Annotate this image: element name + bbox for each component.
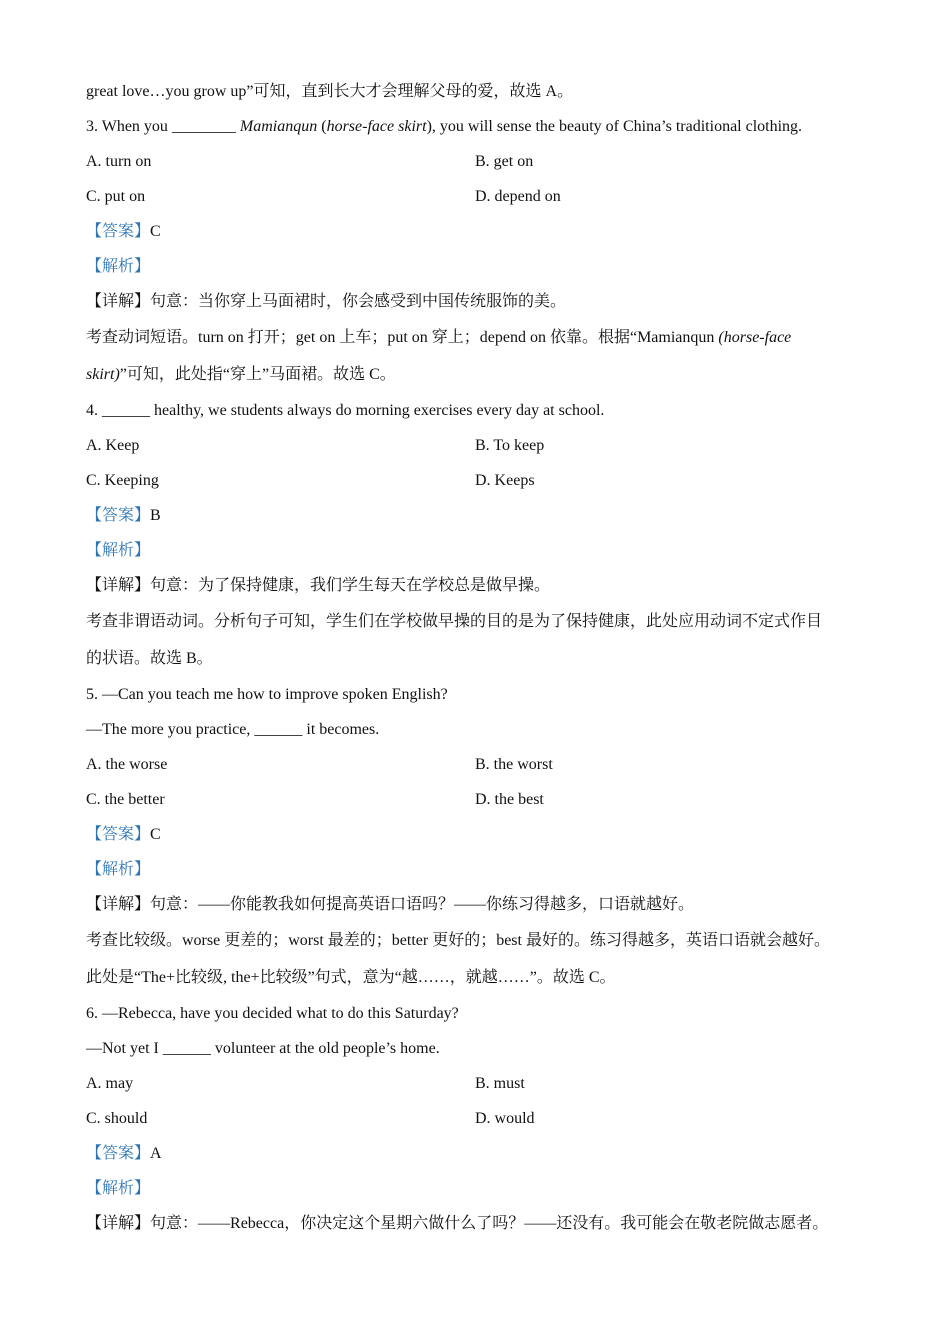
question-6-options-row1 bbox=[86, 1066, 864, 1101]
option-c: C. Keeping bbox=[86, 472, 159, 489]
answer-line bbox=[86, 1136, 864, 1171]
option-c: C. the better bbox=[86, 791, 165, 808]
option-d: D. Keeps bbox=[475, 472, 535, 489]
analysis-tag: 【解析】 bbox=[86, 861, 151, 878]
answer-line bbox=[86, 498, 864, 533]
explanation-text: 考查动词短语。turn on 打开；get on 上车；put on 穿上；depend on 依靠。根据“Mamianqun bbox=[86, 329, 719, 346]
analysis-line bbox=[86, 1171, 864, 1206]
option-c: C. put on bbox=[86, 188, 146, 205]
question-3-options-row1 bbox=[86, 144, 864, 179]
q3-stem-italic: horse-face skirt bbox=[326, 118, 427, 135]
question-5-options-row2 bbox=[86, 782, 864, 817]
detail-line bbox=[86, 887, 864, 922]
document-page bbox=[86, 74, 864, 1241]
option-d: D. the best bbox=[475, 791, 544, 808]
q3-stem-text: ( bbox=[317, 118, 327, 135]
question-6-stem: —Not yet I ______ volunteer at the old people’s home. bbox=[86, 1040, 440, 1057]
option-b: B. the worst bbox=[475, 756, 553, 773]
answer-value: C bbox=[150, 826, 161, 843]
answer-value: A bbox=[150, 1145, 162, 1162]
question-6-stem: 6. —Rebecca, have you decided what to do this Saturday? bbox=[86, 1005, 459, 1022]
answer-line bbox=[86, 214, 864, 249]
option-d: D. depend on bbox=[475, 188, 561, 205]
question-5-options-row1 bbox=[86, 747, 864, 782]
explanation-text: ”可知，此处指“穿上”马面裙。故选 C。 bbox=[119, 366, 396, 383]
option-d: D. would bbox=[475, 1110, 535, 1127]
explanation-line bbox=[86, 319, 864, 356]
q3-stem-text: ), you will sense the beauty of China’s traditional clothing. bbox=[426, 118, 803, 135]
answer-line bbox=[86, 817, 864, 852]
option-a: A. Keep bbox=[86, 437, 140, 454]
detail-tag: 【详解】 bbox=[86, 896, 151, 913]
explanation-italic: skirt) bbox=[86, 366, 120, 383]
question-4-options-row2 bbox=[86, 463, 864, 498]
option-a: A. may bbox=[86, 1075, 134, 1092]
answer-value: B bbox=[150, 507, 161, 524]
question-3-options-row2 bbox=[86, 179, 864, 214]
explanation-line: 的状语。故选 B。 bbox=[86, 650, 213, 667]
option-b: B. must bbox=[475, 1075, 525, 1092]
answer-tag: 【答案】 bbox=[86, 826, 151, 843]
analysis-tag: 【解析】 bbox=[86, 1180, 151, 1197]
detail-tag: 【详解】 bbox=[86, 293, 151, 310]
option-a: A. turn on bbox=[86, 153, 152, 170]
detail-line bbox=[86, 284, 864, 319]
answer-tag: 【答案】 bbox=[86, 1145, 151, 1162]
detail-tag: 【详解】 bbox=[86, 1215, 151, 1232]
question-6-options-row2 bbox=[86, 1101, 864, 1136]
analysis-tag: 【解析】 bbox=[86, 542, 151, 559]
question-4-stem: 4. ______ healthy, we students always do morning exercises every day at school. bbox=[86, 402, 605, 419]
analysis-line bbox=[86, 249, 864, 284]
text-line: great love…you grow up”可知，直到长大才会理解父母的爱，故选 A。 bbox=[86, 83, 574, 100]
option-b: B. To keep bbox=[475, 437, 545, 454]
explanation-line bbox=[86, 356, 864, 393]
detail-text: 句意：当你穿上马面裙时，你会感受到中国传统服饰的美。 bbox=[150, 293, 567, 310]
explanation-italic: (horse-face bbox=[718, 329, 792, 346]
detail-line bbox=[86, 1206, 864, 1241]
analysis-line bbox=[86, 533, 864, 568]
question-5-stem: —The more you practice, ______ it becomes. bbox=[86, 721, 380, 738]
answer-tag: 【答案】 bbox=[86, 507, 151, 524]
option-c: C. should bbox=[86, 1110, 148, 1127]
q3-stem-italic: Mamianqun bbox=[239, 118, 318, 135]
option-a: A. the worse bbox=[86, 756, 168, 773]
answer-value: C bbox=[150, 223, 161, 240]
detail-text: 句意：——你能教我如何提高英语口语吗？——你练习得越多，口语就越好。 bbox=[150, 896, 695, 913]
question-3-stem bbox=[86, 109, 864, 144]
q3-stem-text: 3. When you ________ bbox=[86, 118, 240, 135]
question-4-options-row1 bbox=[86, 428, 864, 463]
explanation-line: 考查非谓语动词。分析句子可知，学生们在学校做早操的目的是为了保持健康，此处应用动词不定式作目 bbox=[86, 613, 823, 630]
analysis-tag: 【解析】 bbox=[86, 258, 151, 275]
detail-text: 句意：——Rebecca，你决定这个星期六做什么了吗？——还没有。我可能会在敬老院做志愿者。 bbox=[150, 1215, 829, 1232]
detail-text: 句意：为了保持健康，我们学生每天在学校总是做早操。 bbox=[150, 577, 551, 594]
detail-line bbox=[86, 568, 864, 603]
analysis-line bbox=[86, 852, 864, 887]
explanation-line: 此处是“The+比较级, the+比较级”句式，意为“越……，就越……”。故选 C。 bbox=[86, 969, 616, 986]
question-5-stem: 5. —Can you teach me how to improve spoken English? bbox=[86, 686, 448, 703]
answer-tag: 【答案】 bbox=[86, 223, 151, 240]
detail-tag: 【详解】 bbox=[86, 577, 151, 594]
option-b: B. get on bbox=[475, 153, 534, 170]
explanation-line: 考查比较级。worse 更差的；worst 最差的；better 更好的；best 最好的。练习得越多，英语口语就会越好。 bbox=[86, 932, 830, 949]
